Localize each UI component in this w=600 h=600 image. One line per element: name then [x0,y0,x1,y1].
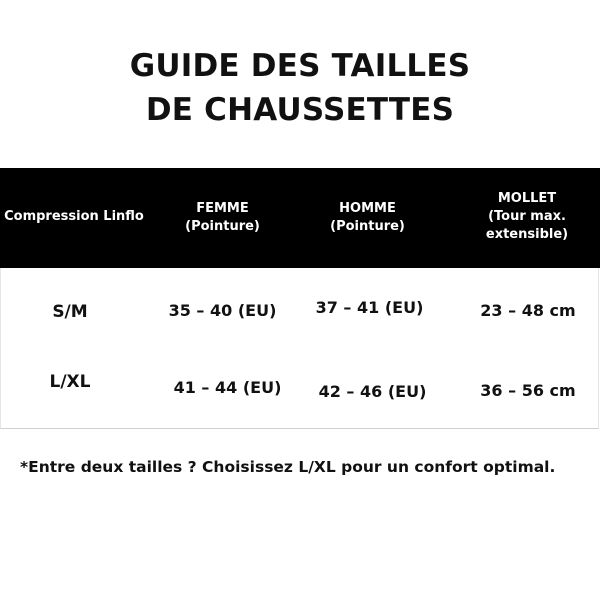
header-homme-sub: (Pointure) [330,219,405,234]
header-compression-label: Compression Linflo [4,209,144,224]
row-lxl-size: L/XL [49,372,91,392]
row-lxl-mollet: 36 – 56 cm [480,381,576,400]
header-mollet-label: MOLLET [497,191,557,206]
row-sm-homme: 37 – 41 (EU) [315,298,424,317]
page-title [0,44,600,132]
size-table [0,268,599,429]
header-compression [4,208,144,226]
header-mollet [452,190,600,244]
header-femme [150,200,295,236]
header-femme-label: FEMME [196,201,249,216]
row-sm-femme: 35 – 40 (EU) [168,301,277,320]
footnote: *Entre deux tailles ? Choisissez L/XL pour un confort optimal. [20,458,556,476]
header-homme-label: HOMME [339,201,396,216]
row-sm-mollet: 23 – 48 cm [480,301,576,320]
row-lxl-femme: 41 – 44 (EU) [173,378,282,397]
header-mollet-sub2: extensible) [485,227,569,242]
header-homme [295,200,440,236]
table-header [0,168,600,268]
row-lxl-homme: 42 – 46 (EU) [318,382,427,401]
row-sm-size: S/M [52,302,88,322]
title-line-1: GUIDE DES TAILLES [129,48,471,84]
header-femme-sub: (Pointure) [185,219,260,234]
header-mollet-sub: (Tour max. [488,209,566,224]
title-line-2: DE CHAUSSETTES [145,92,455,128]
